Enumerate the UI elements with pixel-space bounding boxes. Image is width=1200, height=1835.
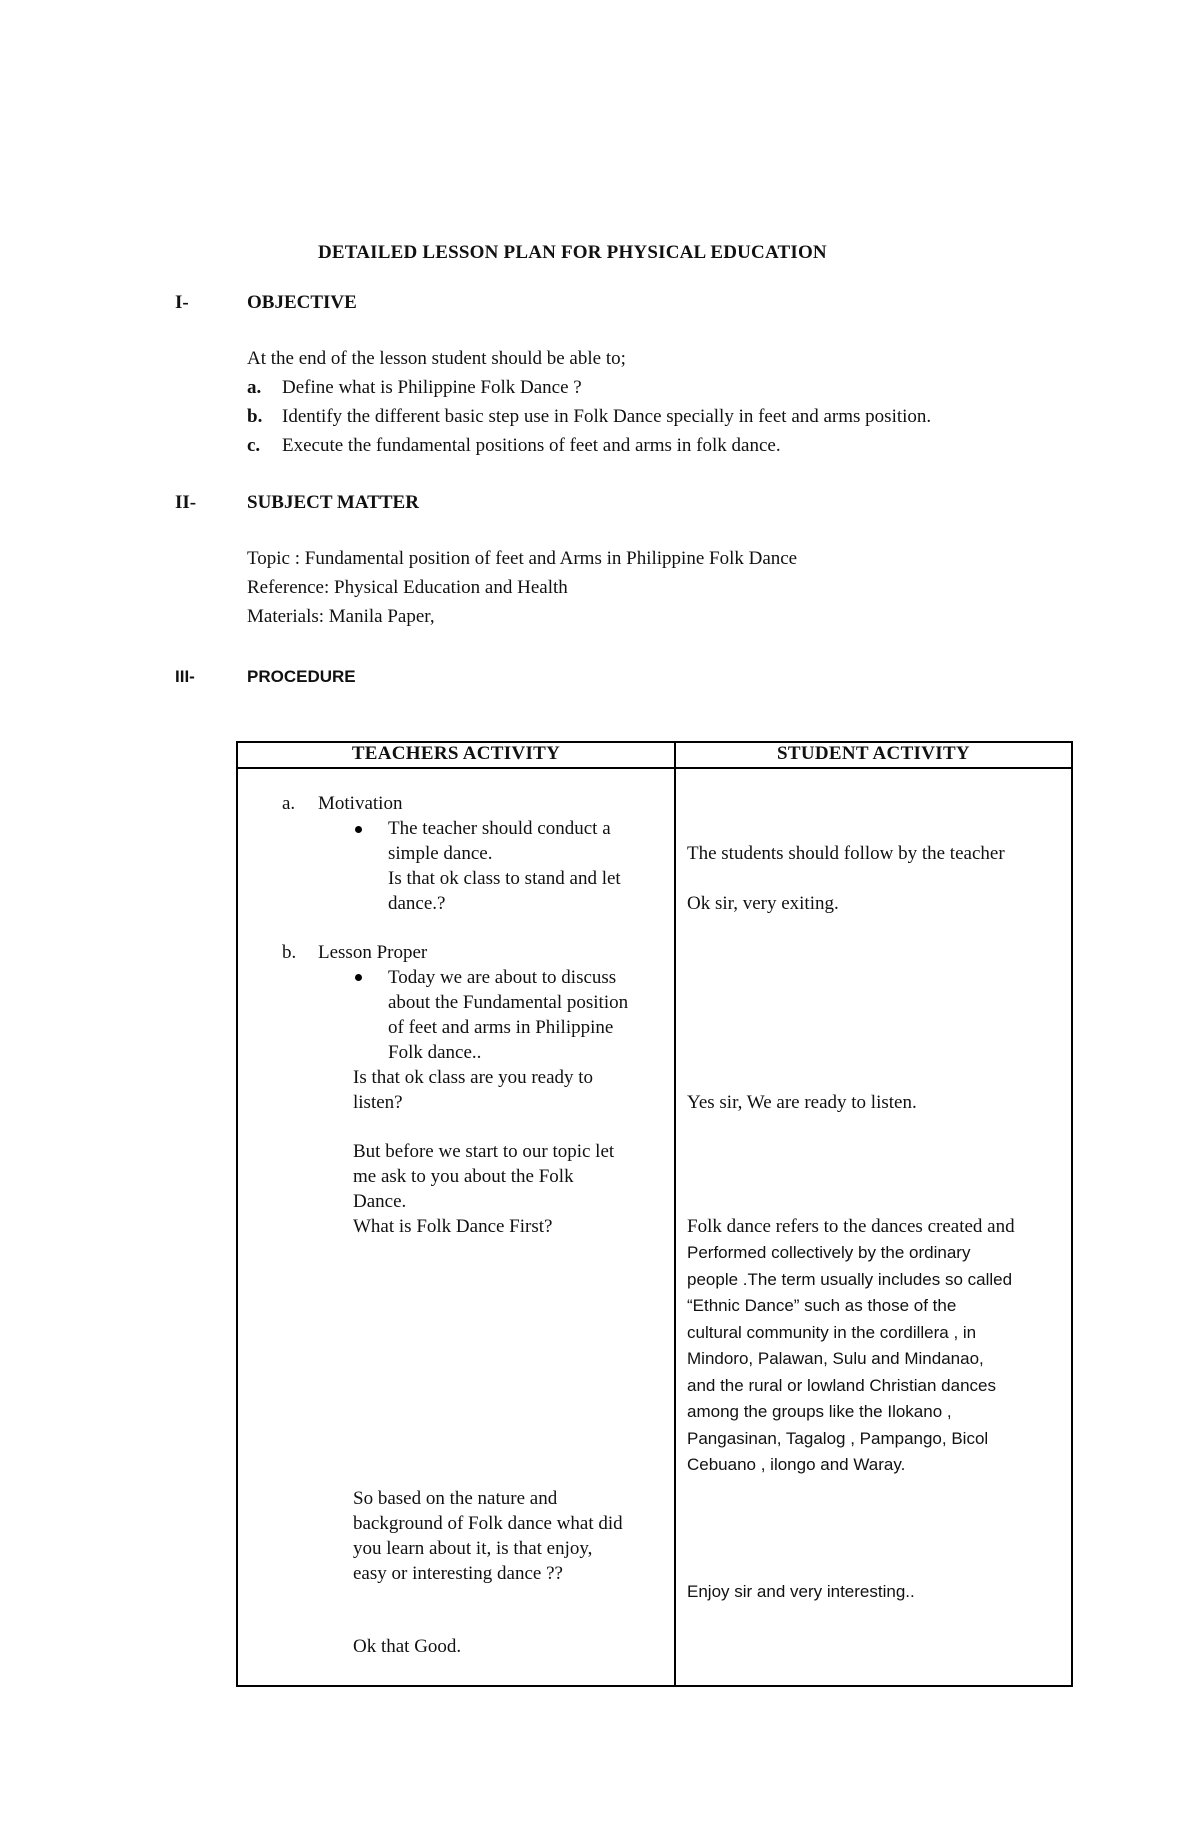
bullet-icon [355, 826, 362, 833]
teacher-line: Is that ok class are you ready to [353, 1067, 594, 1088]
lesson-proper-title: Lesson Proper [318, 942, 428, 963]
motivation-line: The teacher should conduct a [388, 818, 611, 839]
lesson-proper-label: b. [282, 942, 297, 963]
teacher-line: easy or interesting dance ?? [353, 1563, 563, 1584]
bullet-icon [355, 974, 362, 981]
teacher-line: you learn about it, is that enjoy, [353, 1538, 593, 1559]
teacher-question: What is Folk Dance First? [353, 1216, 553, 1237]
teacher-closing: Ok that Good. [353, 1636, 462, 1657]
teacher-line: me ask to you about the Folk [353, 1166, 574, 1187]
teachers-activity-cell [237, 768, 675, 1686]
student-activity-header: STUDENT ACTIVITY [675, 742, 1072, 768]
student-response-line: Mindoro, Palawan, Sulu and Mindanao, [687, 1349, 984, 1368]
student-response-line: “Ethnic Dance” such as those of the [687, 1296, 957, 1315]
motivation-line: dance.? [388, 893, 446, 914]
section-number-procedure: III- [175, 667, 195, 686]
lesson-proper-line: Today we are about to discuss [388, 967, 617, 988]
section-title-procedure: PROCEDURE [247, 667, 356, 686]
student-response-line: Cebuano , ilongo and Waray. [687, 1455, 906, 1474]
student-response: Folk dance refers to the dances created and [687, 1216, 1015, 1237]
teacher-line: background of Folk dance what did [353, 1513, 623, 1534]
student-response-line: and the rural or lowland Christian dances [687, 1375, 997, 1395]
objective-item-text: Define what is Philippine Folk Dance ? [282, 377, 582, 398]
lesson-proper-line: of feet and arms in Philippine [388, 1017, 614, 1038]
teacher-line: listen? [353, 1092, 403, 1113]
teacher-line: Dance. [353, 1191, 407, 1212]
student-response: The students should follow by the teacher [687, 843, 1005, 864]
motivation-label: a. [282, 793, 296, 814]
section-number-subject: II- [175, 492, 197, 513]
objective-intro: At the end of the lesson student should be able to; [247, 348, 626, 369]
objective-item-label: c. [247, 435, 261, 456]
objective-item-text: Identify the different basic step use in Folk Dance specially in feet and arms position. [282, 406, 932, 427]
student-response-line: Performed collectively by the ordinary [687, 1243, 971, 1262]
section-title-objective: OBJECTIVE [247, 292, 357, 313]
teacher-line: But before we start to our topic let [353, 1141, 615, 1162]
student-response-line: among the groups like the Ilokano , [687, 1402, 952, 1421]
section-number-objective: I- [175, 292, 189, 313]
teacher-line: So based on the nature and [353, 1488, 558, 1509]
objective-item-text: Execute the fundamental positions of feet and arms in folk dance. [282, 435, 781, 456]
teachers-activity-header: TEACHERS ACTIVITY [237, 742, 675, 768]
student-response-line: people .The term usually includes so called [687, 1269, 1013, 1289]
procedure-table [236, 741, 1073, 1687]
motivation-line: simple dance. [388, 843, 493, 864]
motivation-line: Is that ok class to stand and let [388, 868, 621, 889]
motivation-title: Motivation [318, 793, 403, 814]
lesson-proper-line: about the Fundamental position [388, 992, 629, 1013]
objective-item-label: b. [247, 406, 263, 427]
lesson-proper-line: Folk dance.. [388, 1042, 482, 1063]
subject-materials: Materials: Manila Paper, [247, 606, 435, 627]
subject-reference: Reference: Physical Education and Health [247, 577, 568, 598]
student-response-line: Pangasinan, Tagalog , Pampango, Bicol [687, 1428, 989, 1448]
section-title-subject: SUBJECT MATTER [247, 492, 419, 513]
student-response: Yes sir, We are ready to listen. [687, 1092, 917, 1113]
student-response: Ok sir, very exiting. [687, 893, 839, 914]
subject-topic: Topic : Fundamental position of feet and Arms in Philippine Folk Dance [247, 548, 798, 569]
student-response: Enjoy sir and very interesting.. [687, 1582, 915, 1601]
page-title: DETAILED LESSON PLAN FOR PHYSICAL EDUCATION [318, 242, 827, 263]
student-response-line: cultural community in the cordillera , in [687, 1322, 977, 1342]
objective-item-label: a. [247, 377, 262, 398]
student-activity-cell [675, 768, 1072, 1686]
